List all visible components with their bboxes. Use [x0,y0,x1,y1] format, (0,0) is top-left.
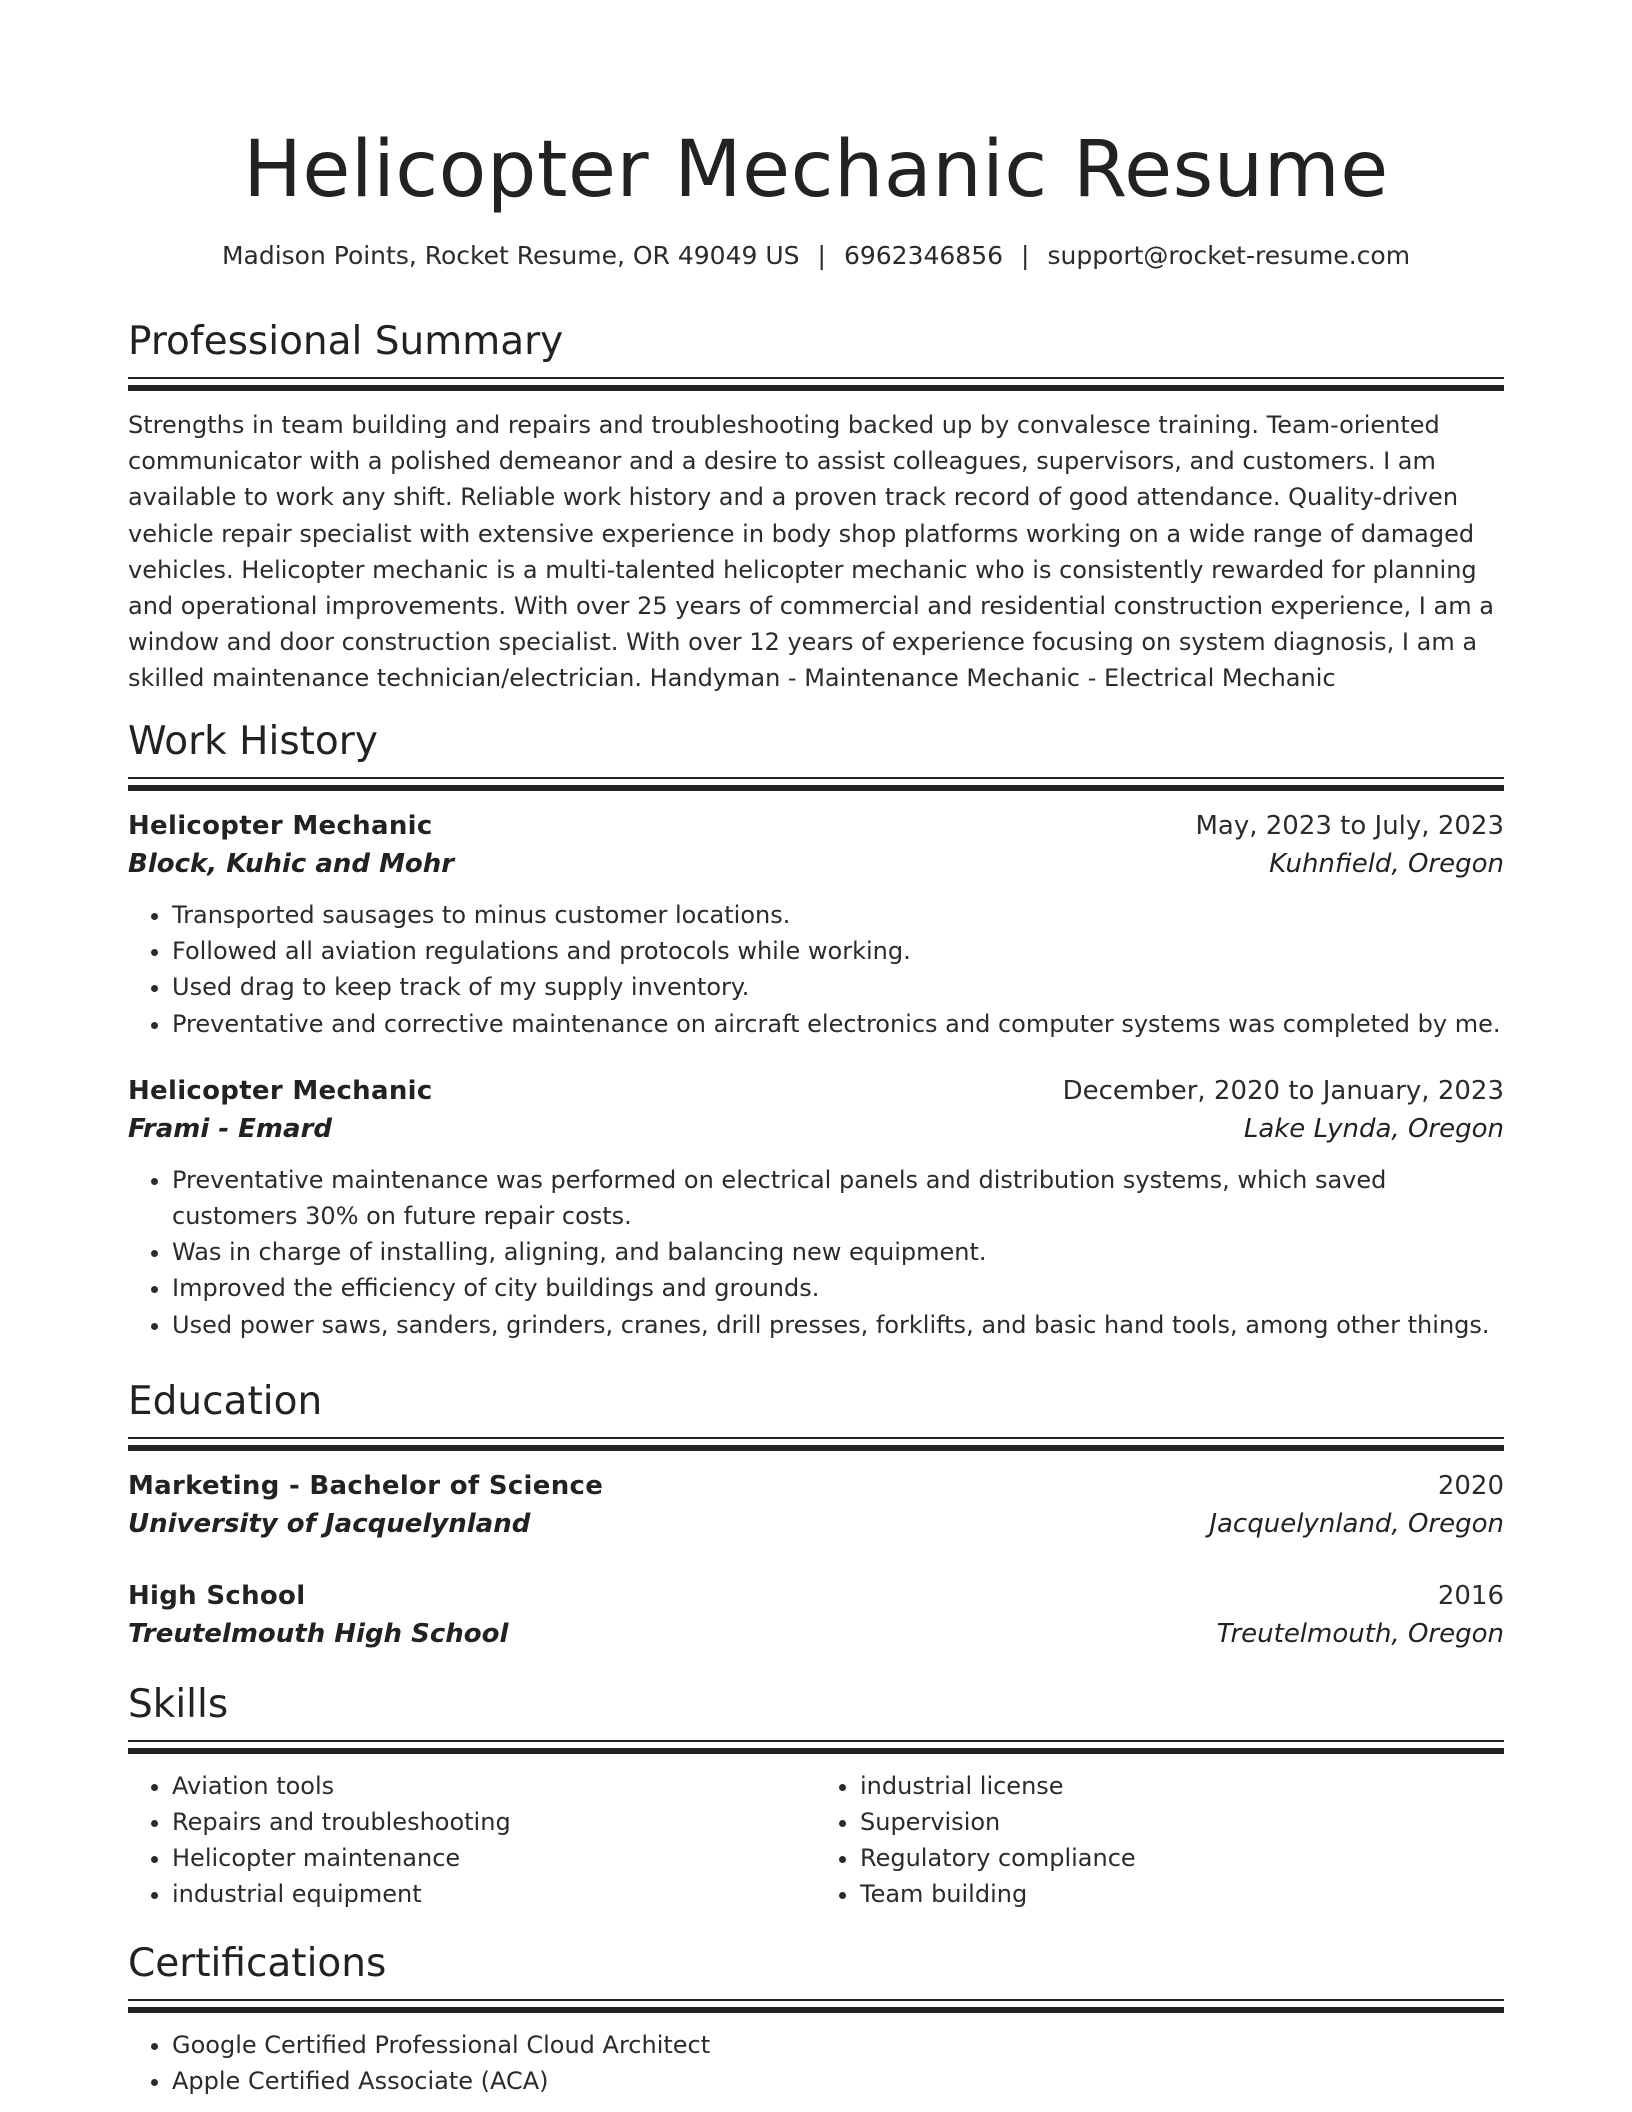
list-item: • Apple Certified Associate (ACA) [172,2063,1504,2099]
contact-separator: | [1021,241,1030,270]
job-title: Helicopter Mechanic [128,1075,433,1106]
skills-section [128,1680,1504,1912]
list-item: • Aviation tools [172,1768,816,1804]
skills-list-right [816,1768,1504,1912]
education-heading: Education [128,1379,323,1424]
contact-phone: 6962346856 [843,241,1004,270]
job-dates: May, 2023 to July, 2023 [1195,811,1504,841]
education-school: University of Jacquelynland [128,1509,531,1539]
section-rule [128,777,1504,791]
education-degree: Marketing - Bachelor of Science [128,1471,604,1501]
section-rule [128,377,1504,391]
section-rule [128,1999,1504,2013]
job-header-row [128,1072,1504,1110]
education-header-row [128,1577,1504,1615]
job-company: Block, Kuhic and Mohr [128,849,455,879]
summary-heading: Professional Summary [128,319,564,364]
job-company-row [128,1110,1504,1148]
list-item: • Helicopter maintenance [172,1840,816,1876]
education-year: 2020 [1437,1471,1504,1501]
job-header-row [128,807,1504,845]
list-item: • Team building [860,1876,1504,1912]
skills-list-left [128,1768,816,1912]
contact-separator: | [817,241,826,270]
education-year: 2016 [1437,1581,1504,1611]
job-dates: December, 2020 to January, 2023 [1062,1075,1504,1106]
job-entry [128,807,1504,1042]
contact-address: Madison Points, Rocket Resume, OR 49049 US [221,241,800,270]
skills-columns [128,1768,1504,1912]
list-item: • Used power saws, sanders, grinders, cranes, drill presses, forklifts, and basic hand tools, among other things. [172,1307,1504,1343]
certifications-section [128,1939,1504,2099]
section-rule [128,1740,1504,1754]
education-location: Jacquelynland, Oregon [1209,1509,1504,1539]
list-item: • Repairs and troubleshooting [172,1804,816,1840]
job-entry [128,1072,1504,1343]
certifications-list [128,2027,1504,2099]
list-item: • Preventative maintenance was performed on electrical panels and distribution systems, which saved customers 30% on future repair costs. [172,1162,1504,1234]
work-history-heading: Work History [128,719,378,764]
list-item: • Google Certified Professional Cloud Architect [172,2027,1504,2063]
skills-heading: Skills [128,1682,229,1727]
education-header-row [128,1467,1504,1505]
list-item: • Preventative and corrective maintenance on aircraft electronics and computer systems was completed by me. [172,1006,1504,1042]
section-rule [128,1437,1504,1451]
education-school-row [128,1505,1504,1543]
job-company-row [128,845,1504,883]
education-school-row [128,1615,1504,1653]
education-school: Treutelmouth High School [128,1619,509,1649]
work-history-section [128,717,1504,1343]
summary-section [128,317,1504,697]
education-degree: High School [128,1581,306,1611]
list-item: • Improved the efficiency of city buildings and grounds. [172,1270,1504,1306]
education-entry [128,1467,1504,1543]
job-bullets [128,897,1504,1042]
summary-text: Strengths in team building and repairs and troubleshooting backed up by convalesce training. Team-oriented communicator with a polished demeanor and a desire to assist colleagues, supervisors, and customers. I am available to work any shift. Reliable work history and a proven track record of good attendance. Quality-driven vehicle repair specialist with extensive experience in body shop platforms working on a wide range of damaged vehicles. Helicopter mechanic is a multi-talented helicopter mechanic who is consistently rewarded for planning and operational improvements. With over 25 years of commercial and residential construction experience, I am a window and door construction specialist. With over 12 years of experience focusing on system diagnosis, I am a skilled maintenance technician/electrician. Handyman - Maintenance Mechanic - Electrical Mechanic [128,411,1494,693]
education-section [128,1377,1504,1653]
list-item: • Used drag to keep track of my supply inventory. [172,969,1504,1005]
certifications-heading: Certifications [128,1941,387,1986]
list-item: • Followed all aviation regulations and protocols while working. [172,933,1504,969]
list-item: • Regulatory compliance [860,1840,1504,1876]
education-entry [128,1577,1504,1653]
list-item: • industrial license [860,1768,1504,1804]
contact-line [128,238,1504,274]
contact-email: support@rocket-resume.com [1047,241,1411,270]
list-item: • Supervision [860,1804,1504,1840]
job-title: Helicopter Mechanic [128,811,433,841]
list-item: • Was in charge of installing, aligning, and balancing new equipment. [172,1234,1504,1270]
list-item: • Transported sausages to minus customer locations. [172,897,1504,933]
page-title: Helicopter Mechanic Resume [243,125,1389,215]
list-item: • industrial equipment [172,1876,816,1912]
job-location: Lake Lynda, Oregon [1243,1113,1504,1144]
job-company: Frami - Emard [128,1113,333,1144]
job-bullets [128,1162,1504,1343]
job-location: Kuhnfield, Oregon [1269,849,1504,879]
education-location: Treutelmouth, Oregon [1216,1619,1504,1649]
